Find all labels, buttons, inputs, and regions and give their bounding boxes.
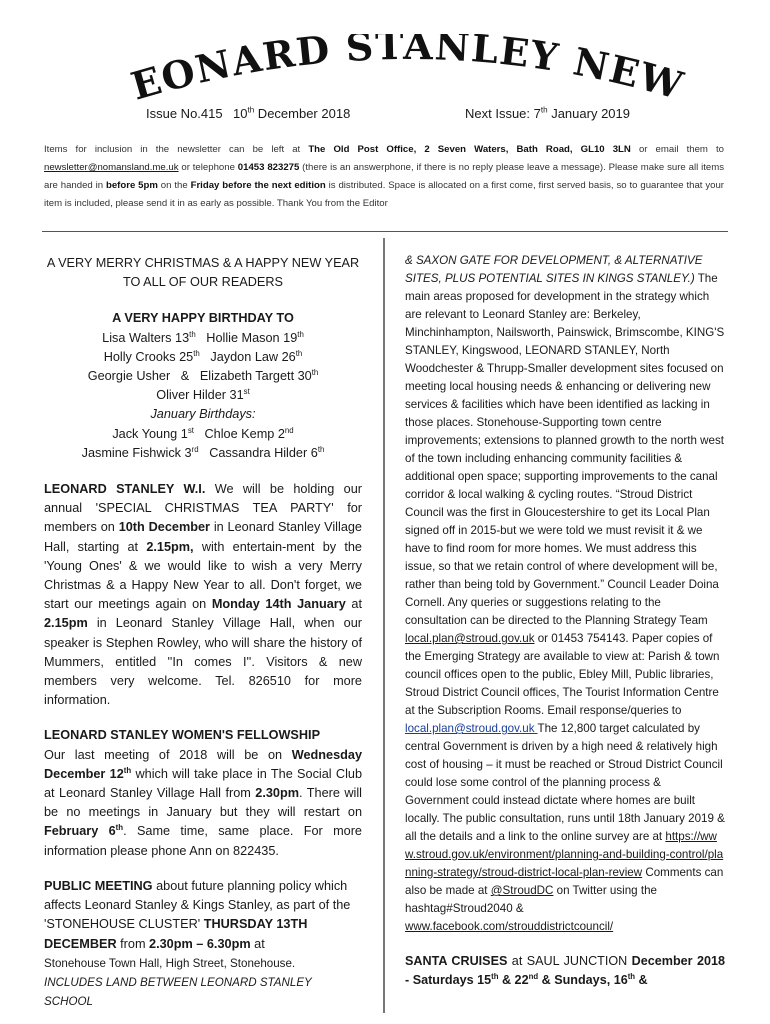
planning-email-link[interactable]: local.plan@stroud.gov.uk — [405, 632, 535, 645]
public-meeting-heading: PUBLIC MEETING — [44, 878, 153, 893]
birthday-line: Jasmine Fishwick 3rd Cassandra Hilder 6th — [81, 444, 325, 460]
birthday-line: Lisa Walters 13th Hollie Mason 19th — [102, 329, 304, 345]
birthday-line: Jack Young 1st Chloe Kemp 2nd — [112, 425, 294, 441]
next-issue: Next Issue: 7th January 2019 — [465, 105, 630, 121]
intro-paragraph: Items for inclusion in the newsletter can be left at The Old Post Office, 2 Seven Waters, Bath Road, GL10 3LN or email them to newsletter@nomansland.me.uk or telephone 01453 823275 (there is an answerphone, if there is no reply please leave a message). Please make sure all items are handed in before 5pm on the Friday before the next edition is distributed. Space is allocated on a first come, first served basis, so to guarantee that your item is included, please send it in as early as possible. Thank You from the Editor — [44, 144, 724, 209]
column-divider — [383, 238, 385, 1013]
phone-number: 01453 823275 — [237, 162, 300, 173]
wi-article: LEONARD STANLEY W.I. We will be holding our annual 'SPECIAL CHRISTMAS TEA PARTY' for members on 10th December in Leonard Stanley Village Hall, starting at 2.15pm, with entertain-ment by the 'Young Ones' & we would like to wish a very Merry Christmas & a Happy New Year to all. Don't forget, we start our meetings again on Monday 14th January at 2.15pm in Leonard Stanley Village Hall, when our speaker is Stephen Rowley, who will share the history of Mummers, entitled ''In comes I''. Visitors & new members very welcome. Tel. 826510 for more information. — [44, 482, 362, 708]
fellowship-heading: LEONARD STANLEY WOMEN'S FELLOWSHIP — [44, 728, 321, 743]
fellowship-article: Our last meeting of 2018 will be on Wednesday December 12th which will take place in The Social Club at Leonard Stanley Village Hall from 2.30pm. There will be no meetings in January but they will restart on February 6th. Same time, same place. For more information please phone Ann on 822435. — [44, 747, 363, 858]
twitter-link[interactable]: @StroudDC — [490, 884, 554, 897]
header-divider — [42, 231, 728, 232]
left-column — [44, 254, 362, 1011]
newsletter-email-link[interactable]: newsletter@nomansland.me.uk — [44, 162, 179, 173]
christmas-greeting: A VERY MERRY CHRISTMAS & A HAPPY NEW YEAR — [46, 256, 360, 270]
santa-cruises-heading: SANTA CRUISES — [405, 954, 508, 968]
issue-date: 10th December 2018 — [233, 105, 351, 121]
january-birthdays-heading: January Birthdays: — [150, 407, 256, 422]
facebook-link[interactable]: www.facebook.com/strouddistrictcouncil/ — [405, 920, 614, 933]
right-column — [405, 252, 725, 990]
svg-text:LEONARD STANLEY NEWS — [118, 34, 689, 109]
masthead-title — [118, 34, 698, 114]
birthday-line: Holly Crooks 25th Jaydon Law 26th — [103, 348, 303, 364]
wi-heading: LEONARD STANLEY W.I. — [44, 482, 206, 497]
santa-cruises-article: SANTA CRUISES at SAUL JUNCTION December 2018 - Saturdays 15th & 22nd & Sundays, 16th & — [405, 954, 726, 987]
birthday-line: Oliver Hilder 31st — [156, 386, 250, 403]
public-meeting-venue: Stonehouse Town Hall, High Street, Stonehouse. — [44, 956, 296, 970]
planning-email-link-2[interactable]: local.plan@stroud.gov.uk — [405, 722, 538, 735]
planning-article: & SAXON GATE FOR DEVELOPMENT, & ALTERNATIVE SITES, PLUS POTENTIAL SITES IN KINGS STANLEY.) The main areas proposed for development in the strategy which are relevant to Leonard Stanley are: Berkeley, Minchinhampton, Nailsworth, Painswick, Brimscombe, KING'S STANLEY, Kingswood, LEONARD STANLEY, North Woodchester & Thrupp-Smaller development sites focused on meeting local housing needs & enhancing or delivering new services & facilities which have been identified as lacking in those places. Stonehouse-Supporting town centre improvements; extensions to planned growth to the north west of the town including enhancing community facilities & additional open space; supporting improvements to the canal corridor & local walking & cycling routes. “Stroud District Council was the first in Gloucestershire to get its Local Plan signed off in 2015-but we were told we must revisit it & we have to find room for more homes. We must address this issue, so that we retain control of where development will be, rather than being told by Government.” Council Leader Doina Cornell. Any queries or suggestions relating to the consultation can be directed to the Planning Strategy Team local.plan@stroud.gov.uk or 01453 754143. Paper copies of the Emerging Strategy are available to view at: Parish & town council offices open to the public, Ebley Mill, Public libraries, Stroud District Council offices, The Tourist Information Centre at the Subscription Rooms. Email response/queries to local.plan@stroud.gov.uk The 12,800 target calculated by central Government is driven by a high need & relatively high cost of housing – it must be reached or Stroud District Council could lose some control of the planning process & Government could instead dictate where homes are built locally. The public consultation, runs until 18th January 2019 & all the details and a link to the online survey are at https://www.stroud.gov.uk/environment/planning-and-building-control/planning-strategy/stroud-district-local-plan-review Comments can also be made at @StroudDC on Twitter using the hashtag#Stroud2040 & www.facebook.com/strouddistrictcouncil/ — [405, 254, 725, 933]
public-meeting-note: INCLUDES LAND BETWEEN LEONARD STANLEY SCHOOL — [44, 975, 312, 1009]
survey-link[interactable]: https://www.stroud.gov.uk/environment/planning-and-building-control/planning-strategy/stroud-district-local-plan-review — [405, 830, 724, 879]
public-meeting-article: PUBLIC MEETING about future planning policy which affects Leonard Stanley & Kings Stanley, as part of the 'STONEHOUSE CLUSTER' THURSDAY 13TH DECEMBER from 2.30pm – 6.30pm at — [44, 878, 351, 951]
christmas-greeting-line2: TO ALL OF OUR READERS — [122, 275, 284, 290]
drop-off-address: The Old Post Office, 2 Seven Waters, Bath Road, GL10 3LN — [308, 144, 631, 155]
birthday-line: Georgie Usher & Elizabeth Targett 30th — [87, 367, 319, 384]
birthday-heading: A VERY HAPPY BIRTHDAY TO — [112, 311, 294, 326]
masthead-text: EONARD STANLEY NEW — [126, 34, 689, 109]
issue-number: Issue No.415 — [146, 106, 223, 121]
